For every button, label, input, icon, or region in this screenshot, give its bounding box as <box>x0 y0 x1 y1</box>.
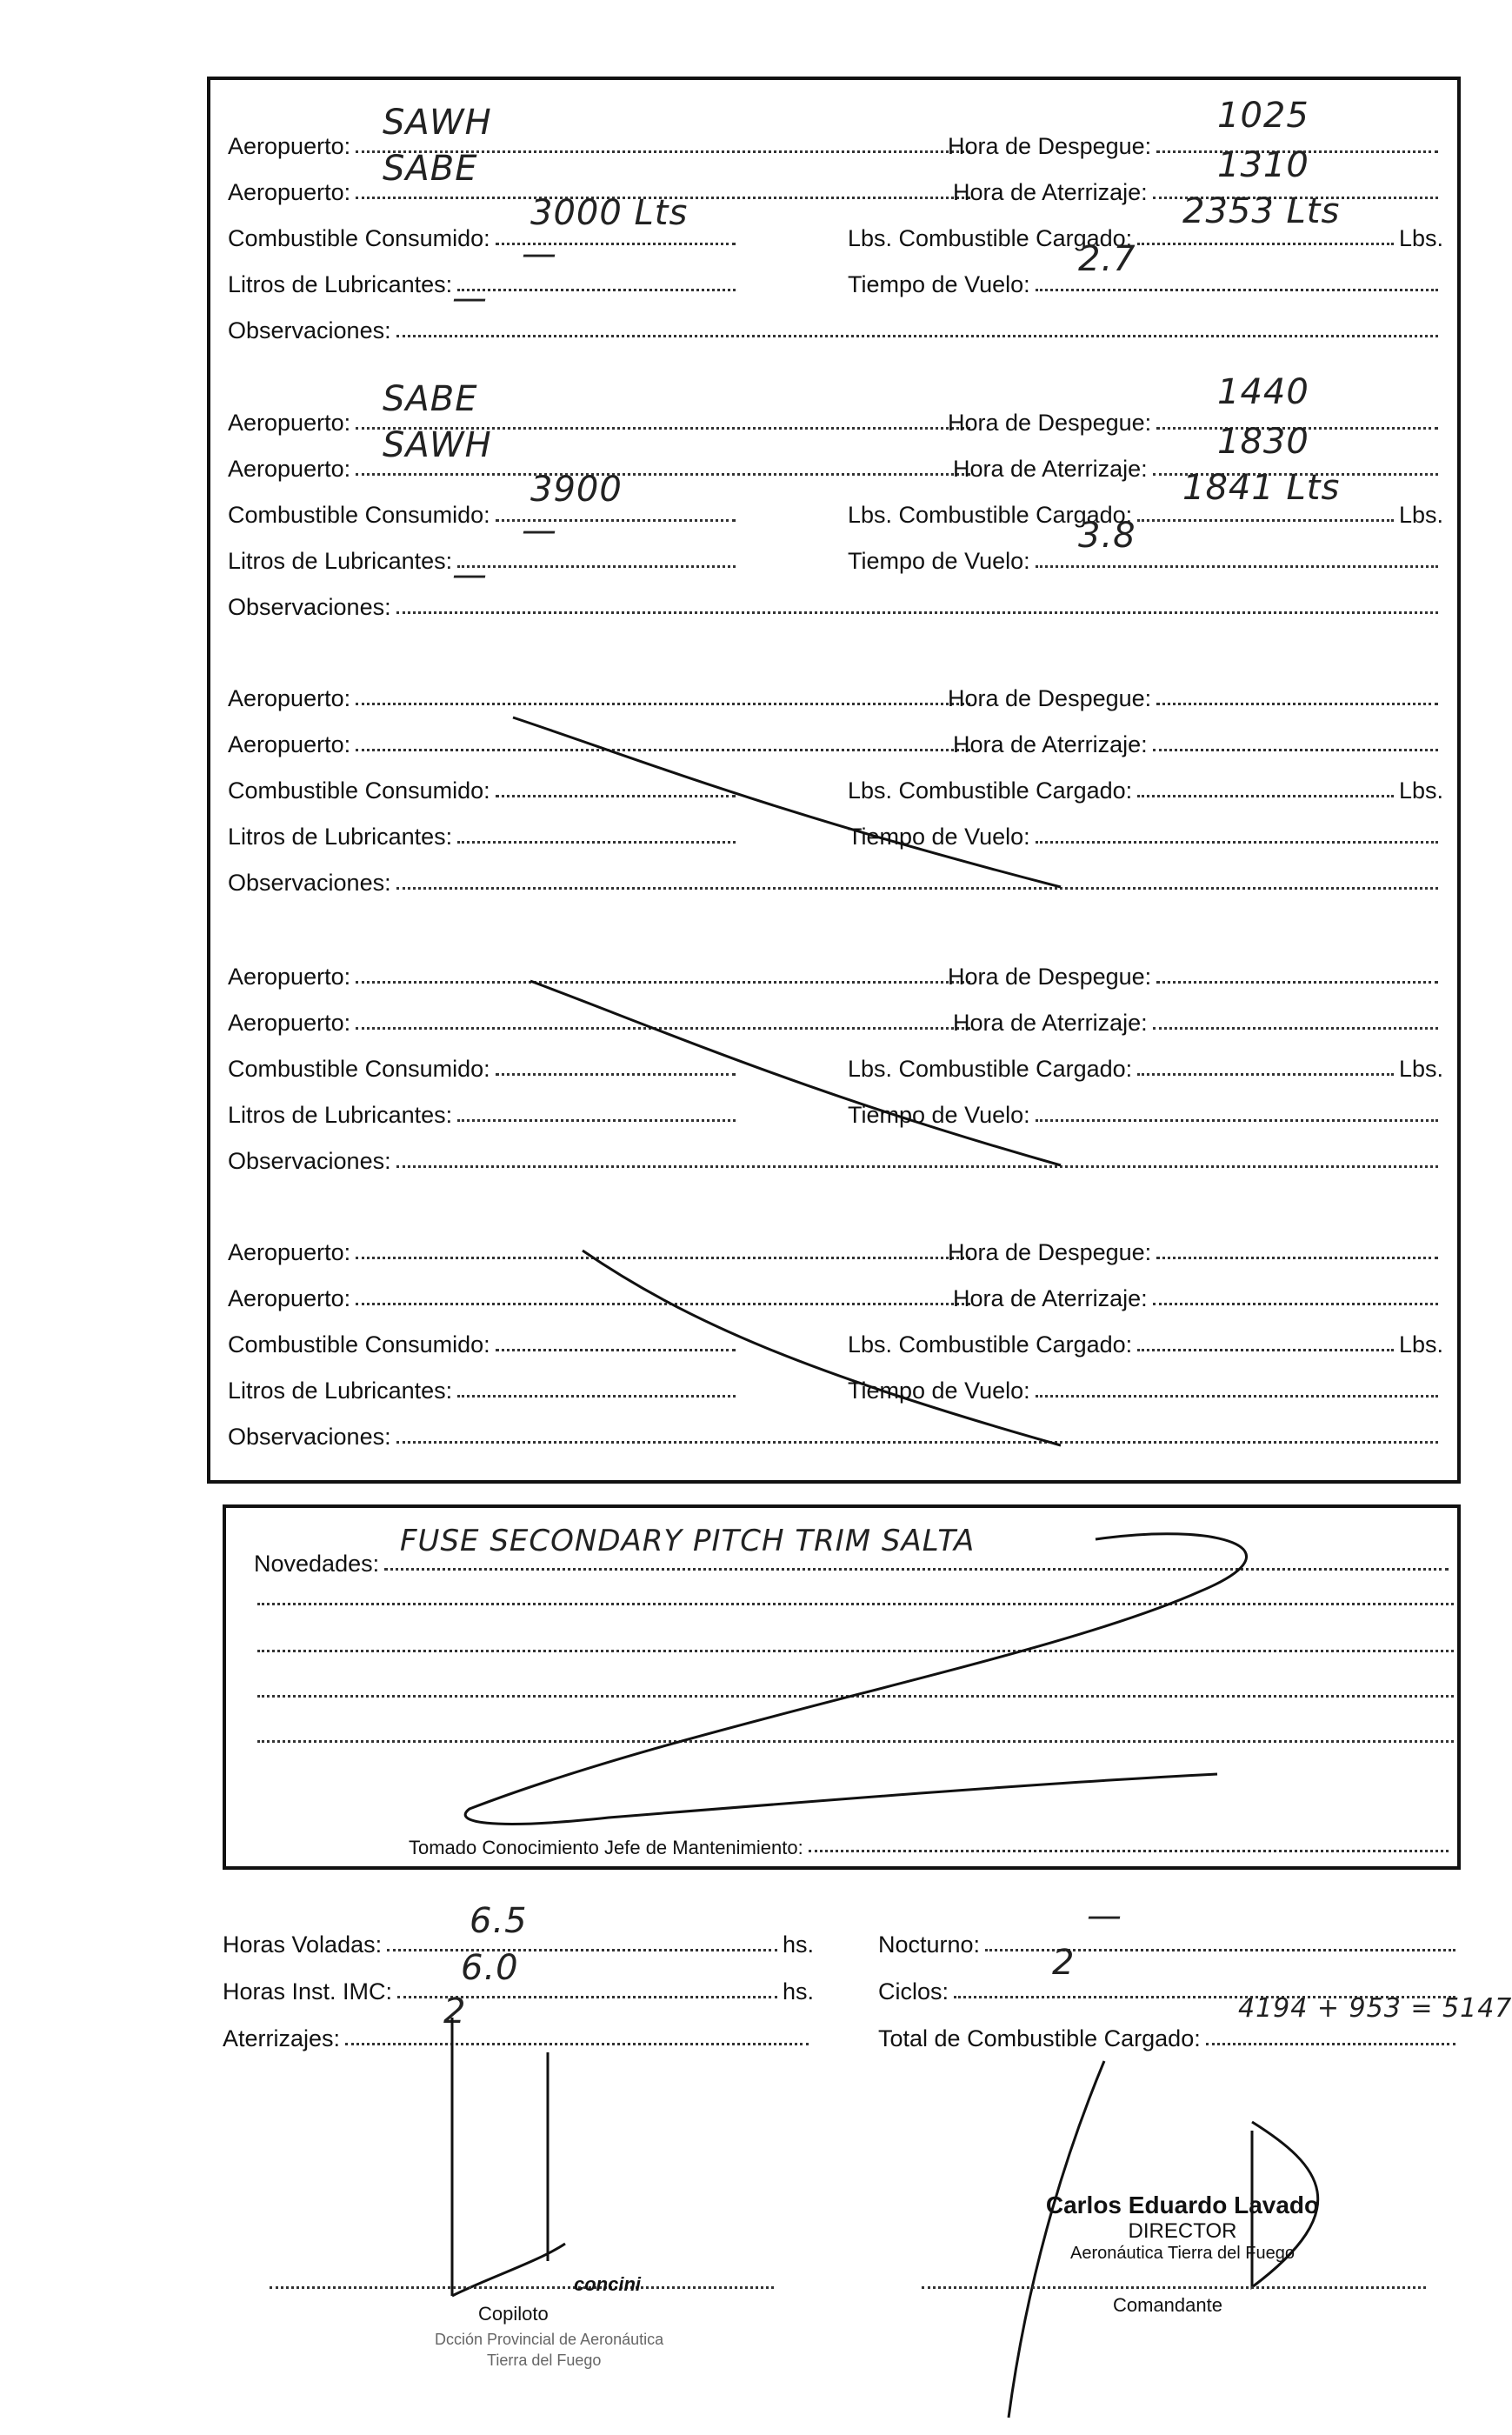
fuel-used-value: 3000 Lts <box>530 193 689 233</box>
fuel-used-value: 3900 <box>530 470 623 510</box>
observations-row: Observaciones: <box>228 1412 1443 1451</box>
takeoff-row: Hora de Despegue: <box>948 952 1443 991</box>
destination-value: SABE <box>383 149 478 189</box>
commander-name: Carlos Eduardo Lavado <box>1045 2192 1320 2218</box>
landings-value: 2 <box>443 1991 467 2031</box>
observations-value: — <box>452 555 488 595</box>
fuel-loaded-row: Lbs. Combustible Cargado: Lbs. <box>848 777 1443 804</box>
destination-row: Aeropuerto: <box>228 1274 976 1312</box>
destination-row: Aeropuerto: <box>228 168 976 206</box>
copilot-sign-line <box>270 2285 774 2289</box>
copilot-caption: Copiloto <box>478 2303 549 2325</box>
flight-time-row: Tiempo de Vuelo: <box>848 812 1443 851</box>
flight-time-value: 2.7 <box>1078 239 1136 279</box>
landing-row: Hora de Aterrizaje: <box>953 444 1443 483</box>
lubricants-row: Litros de Lubricantes: <box>228 260 741 298</box>
landing-value: 1310 <box>1217 145 1309 185</box>
observations-value: — <box>452 278 488 318</box>
fuel-used-row: Combustible Consumido: <box>228 766 741 804</box>
copilot-stamp-org: Dcción Provincial de Aeronáutica <box>435 2331 664 2348</box>
hours-flown-value: 6.5 <box>470 1901 528 1941</box>
takeoff-row: Hora de Despegue: <box>948 122 1443 160</box>
landing-row: Hora de Aterrizaje: <box>953 998 1443 1037</box>
commander-sign-line <box>922 2285 1426 2289</box>
ack-row <box>409 1821 1454 1859</box>
fuel-used-row: Combustible Consumido: <box>228 214 741 252</box>
commander-org: Aeronáutica Tierra del Fuego <box>1070 2244 1295 2263</box>
lubricants-row: Litros de Lubricantes: <box>228 537 741 575</box>
lubricants-value: — <box>522 234 557 274</box>
flight-time-row: Tiempo de Vuelo: <box>848 1091 1443 1129</box>
flight-time-value: 3.8 <box>1078 516 1136 556</box>
cycles-row: Ciclos: <box>878 1967 1461 2005</box>
total-fuel-row: Total de Combustible Cargado: <box>878 2014 1461 2052</box>
landing-value: 1830 <box>1217 422 1309 462</box>
flight-time-row: Tiempo de Vuelo: <box>848 260 1443 298</box>
commander-stamp <box>1026 2192 1339 2264</box>
takeoff-row: Hora de Despegue: <box>948 674 1443 712</box>
landing-row: Hora de Aterrizaje: <box>953 720 1443 758</box>
fuel-loaded-value: 1841 Lts <box>1182 468 1341 508</box>
ack-label: Tomado Conocimiento Jefe de Mantenimiento: <box>409 1837 803 1858</box>
novedades-label: Novedades: <box>254 1551 380 1577</box>
copilot-stamp-place: Tierra del Fuego <box>487 2352 602 2369</box>
night-row: Nocturno: <box>878 1920 1461 1958</box>
total-fuel-value: 4194 + 953 = 5147 <box>1238 1993 1512 2024</box>
takeoff-value: 1025 <box>1217 96 1309 136</box>
lubricants-row: Litros de Lubricantes: <box>228 1091 741 1129</box>
imc-row: Horas Inst. IMC: hs. <box>223 1978 814 2005</box>
origin-row: Aeropuerto: <box>228 398 976 437</box>
fuel-loaded-value: 2353 Lts <box>1182 191 1341 231</box>
origin-row: Aeropuerto: <box>228 1228 976 1266</box>
copilot-stamp-name: concini <box>574 2273 642 2295</box>
landing-row: Hora de Aterrizaje: <box>953 1274 1443 1312</box>
fuel-loaded-row: Lbs. Combustible Cargado: Lbs. <box>848 1056 1443 1082</box>
destination-value: SAWH <box>383 425 492 465</box>
observations-row: Observaciones: <box>228 858 1443 897</box>
lubricants-value: — <box>522 510 557 550</box>
commander-role: DIRECTOR <box>1128 2219 1237 2243</box>
commander-caption: Comandante <box>1113 2294 1222 2316</box>
takeoff-value: 1440 <box>1217 372 1309 412</box>
flight-time-row: Tiempo de Vuelo: <box>848 537 1443 575</box>
observations-row: Observaciones: <box>228 1137 1443 1175</box>
fuel-loaded-row: Lbs. Combustible Cargado: Lbs. <box>848 1331 1443 1358</box>
origin-value: SABE <box>383 379 478 419</box>
flight-time-row: Tiempo de Vuelo: <box>848 1366 1443 1404</box>
night-value: — <box>1087 1896 1122 1936</box>
origin-row: Aeropuerto: <box>228 122 976 160</box>
novedades-text: FUSE SECONDARY PITCH TRIM SALTA <box>400 1524 976 1558</box>
imc-value: 6.0 <box>461 1948 519 1988</box>
lubricants-row: Litros de Lubricantes: <box>228 812 741 851</box>
fuel-used-row: Combustible Consumido: <box>228 1044 741 1083</box>
landings-row: Aterrizajes: <box>223 2014 814 2052</box>
takeoff-row: Hora de Despegue: <box>948 1228 1443 1266</box>
hours-flown-row: Horas Voladas: hs. <box>223 1931 814 1958</box>
fuel-loaded-row: Lbs. Combustible Cargado: Lbs. <box>848 225 1443 251</box>
destination-row: Aeropuerto: <box>228 444 976 483</box>
observations-row: Observaciones: <box>228 306 1443 344</box>
destination-row: Aeropuerto: <box>228 998 976 1037</box>
destination-row: Aeropuerto: <box>228 720 976 758</box>
fuel-used-row: Combustible Consumido: <box>228 1320 741 1358</box>
takeoff-row: Hora de Despegue: <box>948 398 1443 437</box>
origin-row: Aeropuerto: <box>228 674 976 712</box>
fuel-loaded-row: Lbs. Combustible Cargado: Lbs. <box>848 502 1443 528</box>
cycles-value: 2 <box>1052 1943 1076 1983</box>
origin-value: SAWH <box>383 103 492 143</box>
origin-row: Aeropuerto: <box>228 952 976 991</box>
fuel-used-row: Combustible Consumido: <box>228 490 741 529</box>
landing-row: Hora de Aterrizaje: <box>953 168 1443 206</box>
observations-row: Observaciones: <box>228 583 1443 621</box>
lubricants-row: Litros de Lubricantes: <box>228 1366 741 1404</box>
